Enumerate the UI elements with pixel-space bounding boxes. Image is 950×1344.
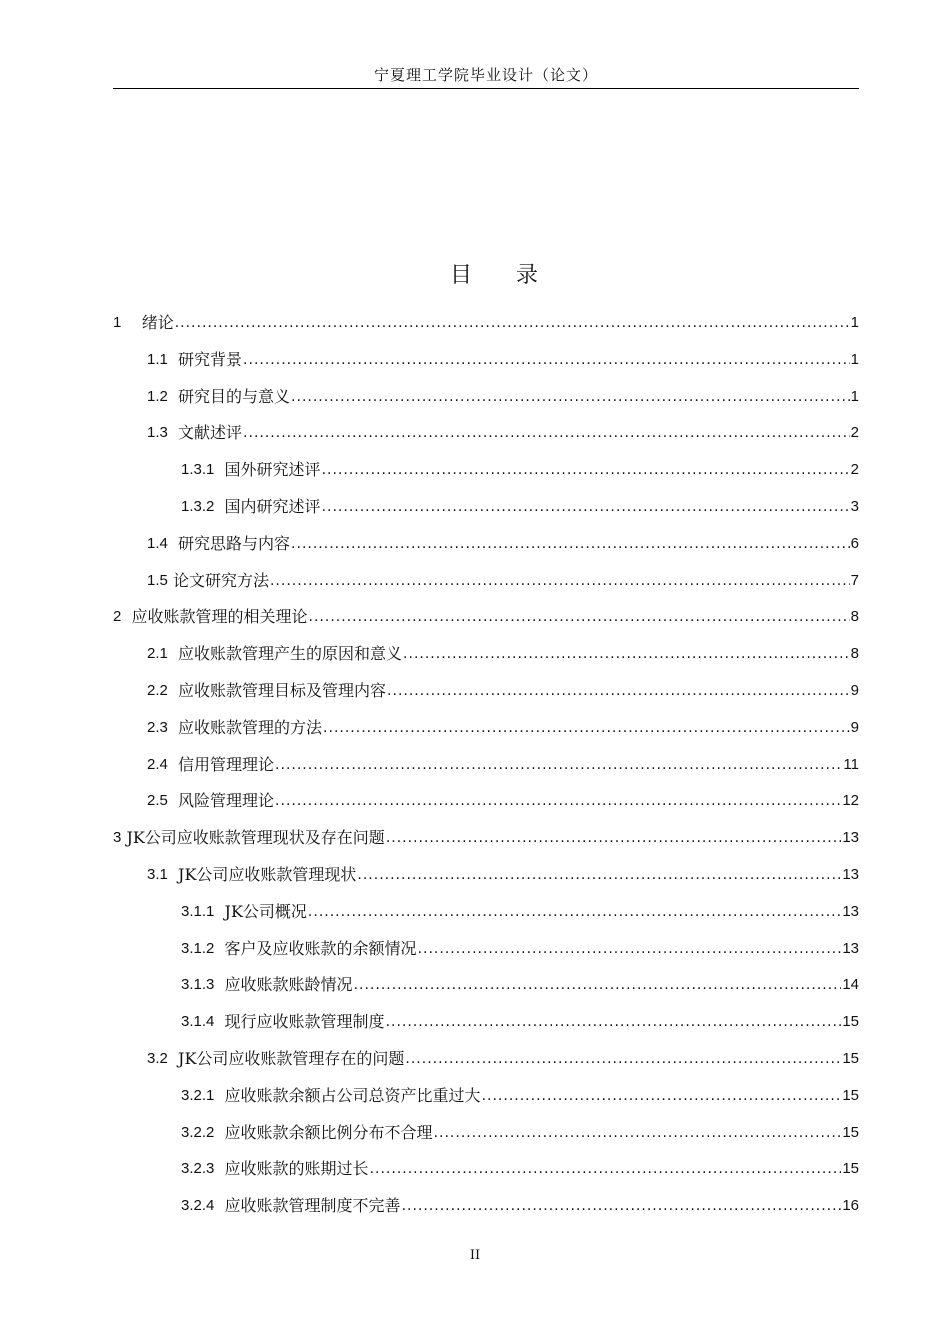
toc-entry-label: 信用管理理论 [178,754,275,774]
toc-leader-dots [291,379,850,416]
toc-entry-label: 客户及应收账款的余额情况 [224,938,417,958]
toc-entry[interactable] [113,526,859,563]
toc-entry-label: 国外研究述评 [224,460,321,480]
toc-entry-number: 3.1 [147,865,168,883]
toc-leader-dots [357,857,841,894]
toc-entry-page: 1 [850,350,859,368]
toc-leader-dots [309,599,850,636]
toc-title [0,258,950,289]
toc-entry[interactable] [113,747,859,784]
toc-title-char-2: 录 [516,263,539,288]
toc-entry-label: JK公司应收账款管理现状 [178,864,357,884]
toc-entry[interactable] [113,489,859,526]
toc-entry[interactable] [113,599,859,636]
toc-leader-dots [405,1041,841,1078]
toc-entry-page: 16 [842,1197,859,1215]
toc-leader-dots [370,1151,842,1188]
toc-entry-page: 14 [842,976,859,994]
toc-leader-dots [243,415,850,452]
toc-entry-label: 应收账款余额占公司总资产比重过大 [224,1085,481,1105]
toc-entry-page: 12 [842,792,859,810]
toc-entry-page: 15 [842,1049,859,1067]
page-number: II [469,1248,481,1263]
toc-entry[interactable] [113,1151,859,1188]
toc-entry-number: 1.5 [147,571,168,589]
toc-entry-number: 3.2.2 [181,1123,215,1141]
toc-entry-number: 3.1.3 [181,976,215,994]
toc-entry[interactable] [113,931,859,968]
toc-entry-page: 13 [842,939,859,957]
toc-entry-page: 7 [850,571,859,589]
running-header: 宁夏理工学院毕业设计（论文） [373,66,598,84]
toc-entry-number: 3.2.3 [181,1160,215,1178]
toc-entry-number: 3.2 [147,1049,168,1067]
toc-leader-dots [322,489,850,526]
toc-leader-dots [354,967,842,1004]
toc-leader-dots [275,747,842,784]
toc-entry-page: 1 [850,314,859,331]
toc-entry-number: 1.3.2 [181,497,215,515]
toc-entry-page: 13 [842,902,859,920]
toc-entry-label: JK公司应收账款管理存在的问题 [178,1048,405,1068]
toc-entry-page: 13 [842,865,859,883]
toc-entry-label: 应收账款的账期过长 [224,1159,369,1179]
toc-entry-page: 2 [850,424,859,442]
toc-entry-label: 研究目的与意义 [178,386,291,406]
toc-leader-dots [275,783,841,820]
toc-entry-number: 3.2.1 [181,1086,215,1104]
toc-entry-label: 研究思路与内容 [178,533,291,553]
toc-entry[interactable] [113,783,859,820]
toc-entry-label: 绪论 [141,313,174,332]
toc-entry-page: 13 [842,829,859,847]
toc-entry-number: 2.1 [147,645,168,663]
toc-entry-page: 9 [850,718,859,736]
toc-entry[interactable] [113,820,859,857]
toc-entry-page: 15 [842,1086,859,1104]
toc-entry[interactable] [113,636,859,673]
toc-leader-dots [291,526,850,563]
toc-entry-number: 3.2.4 [181,1197,215,1215]
toc-entry-label: 应收账款管理的方法 [178,717,323,737]
toc-leader-dots [403,636,850,673]
toc-leader-dots [175,305,850,342]
toc-entry-label: 应收账款管理目标及管理内容 [178,680,387,700]
toc-entry-page: 15 [842,1160,859,1178]
toc-entry-label: 应收账款管理制度不完善 [224,1196,401,1216]
toc-entry-label: 应收账款余额比例分布不合理 [224,1122,433,1142]
toc-leader-dots [418,931,842,968]
toc-leader-dots [402,1188,842,1225]
toc-entry[interactable] [113,857,859,894]
toc-entry-label: 应收账款管理的相关理论 [131,607,308,627]
toc-entry-label: 应收账款账龄情况 [224,975,353,995]
toc-entry[interactable] [113,1041,859,1078]
toc-entry-number: 1.3 [147,424,168,442]
toc-entry-page: 15 [842,1123,859,1141]
toc-entry-label: 国内研究述评 [224,496,321,516]
toc-entry-number: 2.3 [147,718,168,736]
toc-leader-dots [386,820,842,857]
toc-entry-label: JK公司应收账款管理现状及存在问题 [126,828,385,848]
toc-entry[interactable] [113,379,859,416]
toc-leader-dots [323,710,850,747]
toc-title-char-1: 目 [449,263,472,288]
toc-entry-label: 文献述评 [178,423,243,443]
toc-leader-dots [387,673,850,710]
header-rule [113,88,859,89]
toc-entry-page: 6 [850,534,859,552]
toc-entry-label: 风险管理理论 [178,791,275,811]
toc-entry-number: 3.1.2 [181,939,215,957]
toc-entry-page: 8 [850,645,859,663]
toc-entry[interactable] [113,710,859,747]
toc-leader-dots [482,1078,842,1115]
toc-entry-number: 3.1.4 [181,1013,215,1031]
toc-entry-page: 1 [850,387,859,405]
toc-entry[interactable] [113,305,859,342]
toc-entry[interactable] [113,342,859,379]
toc-entry[interactable] [113,415,859,452]
toc-entry[interactable] [113,1004,859,1041]
toc-entry-label: 研究背景 [178,349,243,369]
toc-entry-number: 2.2 [147,681,168,699]
toc-leader-dots [270,563,850,600]
toc-entry-label: 现行应收账款管理制度 [224,1012,385,1032]
toc-entry-number: 1.4 [147,534,168,552]
toc-leader-dots [308,894,841,931]
toc-entry-page: 11 [843,755,859,773]
toc-entry[interactable] [113,452,859,489]
toc-entry-number: 1.3.1 [181,461,215,479]
toc-entry-label: 论文研究方法 [172,570,269,590]
toc-entry[interactable] [113,673,859,710]
toc-entry[interactable] [113,967,859,1004]
toc-entry-number: 1.2 [147,387,168,405]
toc-entry-page: 3 [850,497,859,515]
toc-leader-dots [322,452,850,489]
toc-entry-number: 2 [113,608,122,626]
toc-entry-label: 应收账款管理产生的原因和意义 [178,644,403,664]
toc-entry-label: JK公司概况 [224,901,307,921]
toc-entry[interactable] [113,1078,859,1115]
table-of-contents [113,305,859,1225]
toc-entry-number: 1.1 [147,350,168,368]
toc-entry-number: 2.4 [147,755,168,773]
toc-entry-page: 2 [850,461,859,479]
toc-leader-dots [386,1004,842,1041]
toc-entry-number: 3 [113,829,122,847]
toc-entry-page: 15 [842,1013,859,1031]
toc-entry-page: 9 [850,681,859,699]
toc-entry[interactable] [113,1115,859,1152]
toc-entry[interactable] [113,563,859,600]
toc-leader-dots [243,342,850,379]
toc-entry-page: 8 [850,608,859,626]
toc-entry[interactable] [113,894,859,931]
toc-entry-number: 1 [113,314,122,331]
toc-entry[interactable] [113,1188,859,1225]
toc-entry-number: 3.1.1 [181,902,215,920]
toc-entry-number: 2.5 [147,792,168,810]
toc-leader-dots [434,1115,842,1152]
